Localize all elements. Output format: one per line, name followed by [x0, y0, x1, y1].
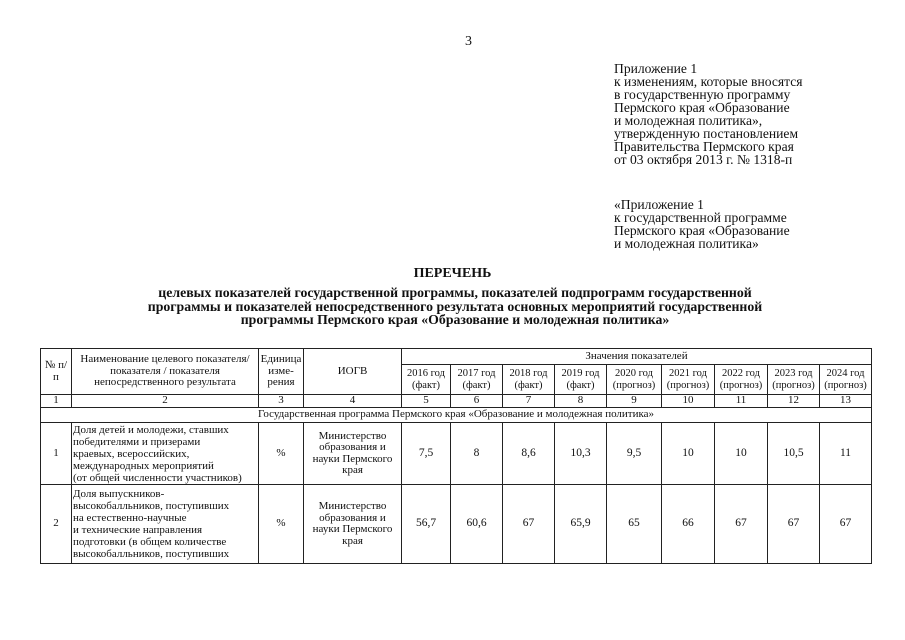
appendix-line: и молодежная политика»: [614, 236, 759, 251]
column-number: 8: [555, 395, 607, 408]
header-year: 2018 год (факт): [503, 365, 555, 395]
section-title: Государственная программа Пермского края «Образование и молодежная политика»: [41, 408, 872, 423]
header-year: 2021 год (прогноз): [662, 365, 715, 395]
row-value: 65,9: [555, 485, 607, 564]
appendix-line: Пермского края «Образование: [614, 100, 790, 115]
row-value: 10: [715, 423, 768, 485]
subtitle-line: программы и показателей непосредственного результата основных мероприятий государственной: [147, 298, 763, 314]
appendix-line: утвержденную постановлением: [614, 126, 799, 141]
column-number: 9: [607, 395, 662, 408]
row-value: 10,3: [555, 423, 607, 485]
header-year: 2019 год (факт): [555, 365, 607, 395]
header-num: № п/п: [41, 349, 72, 395]
appendix-line: в государственную программу: [614, 87, 791, 102]
header-unit: Единица изме- рения: [259, 349, 304, 395]
column-numbers-row: [41, 395, 872, 408]
column-number: 2: [72, 395, 259, 408]
appendix-line: Приложение 1: [614, 61, 698, 76]
row-value: 7,5: [402, 423, 451, 485]
row-value: 67: [503, 485, 555, 564]
row-value: 8,6: [503, 423, 555, 485]
row-unit: %: [259, 423, 304, 485]
row-value: 10: [662, 423, 715, 485]
row-value: 67: [820, 485, 872, 564]
column-number: 4: [304, 395, 402, 408]
row-value: 67: [715, 485, 768, 564]
row-value: 66: [662, 485, 715, 564]
column-number: 3: [259, 395, 304, 408]
row-value: 65: [607, 485, 662, 564]
header-year: 2020 год (прогноз): [607, 365, 662, 395]
row-ogiv: Министерство образования и науки Пермского края: [304, 485, 402, 564]
appendix-line: Правительства Пермского края: [614, 139, 794, 154]
appendix-program-note: [614, 198, 790, 250]
row-ogiv: Министерство образования и науки Пермского края: [304, 423, 402, 485]
row-num: 2: [41, 485, 72, 564]
subtitle-line: программы Пермского края «Образование и молодежная политика»: [240, 312, 670, 327]
header-year: 2016 год (факт): [402, 365, 451, 395]
header-year: 2022 год (прогноз): [715, 365, 768, 395]
appendix-line: от 03 октября 2013 г. № 1318-п: [614, 152, 793, 167]
indicators-table: [40, 348, 872, 564]
row-name: Доля детей и молодежи, ставших победителями и призерами краевых, всероссийских, международных мероприятий (от общей численности участников): [72, 423, 259, 485]
column-number: 1: [41, 395, 72, 408]
appendix-note: [614, 62, 803, 166]
column-number: 5: [402, 395, 451, 408]
row-value: 9,5: [607, 423, 662, 485]
appendix-line: и молодежная политика»,: [614, 113, 763, 128]
column-number: 6: [451, 395, 503, 408]
row-value: 11: [820, 423, 872, 485]
column-number: 10: [662, 395, 715, 408]
document-subtitle: [60, 286, 850, 327]
document-title: ПЕРЕЧЕНЬ: [413, 266, 492, 281]
table-row: [41, 485, 872, 564]
subtitle-line: целевых показателей государственной программы, показателей подпрограмм государственной: [158, 285, 752, 300]
appendix-line: к изменениям, которые вносятся: [614, 74, 803, 89]
column-number: 13: [820, 395, 872, 408]
row-value: 10,5: [768, 423, 820, 485]
header-ogiv: ИОГВ: [304, 349, 402, 395]
row-value: 56,7: [402, 485, 451, 564]
header-values-group: Значения показателей: [402, 349, 872, 365]
row-value: 8: [451, 423, 503, 485]
header-year: 2024 год (прогноз): [820, 365, 872, 395]
header-name: Наименование целевого показателя/ показателя / показателя непосредственного результата: [72, 349, 259, 395]
row-name: Доля выпускников- высокобалльников, поступивших на естественно-научные и технические направления подготовки (в общем количестве высокобалльников, поступивших: [72, 485, 259, 564]
appendix-line: Пермского края «Образование: [614, 223, 790, 238]
column-number: 11: [715, 395, 768, 408]
row-value: 67: [768, 485, 820, 564]
column-number: 7: [503, 395, 555, 408]
column-number: 12: [768, 395, 820, 408]
appendix-line: «Приложение 1: [614, 197, 704, 212]
header-year: 2017 год (факт): [451, 365, 503, 395]
row-num: 1: [41, 423, 72, 485]
header-year: 2023 год (прогноз): [768, 365, 820, 395]
row-unit: %: [259, 485, 304, 564]
page-number: 3: [465, 34, 472, 49]
table-row: [41, 423, 872, 485]
appendix-line: к государственной программе: [614, 210, 787, 225]
row-value: 60,6: [451, 485, 503, 564]
